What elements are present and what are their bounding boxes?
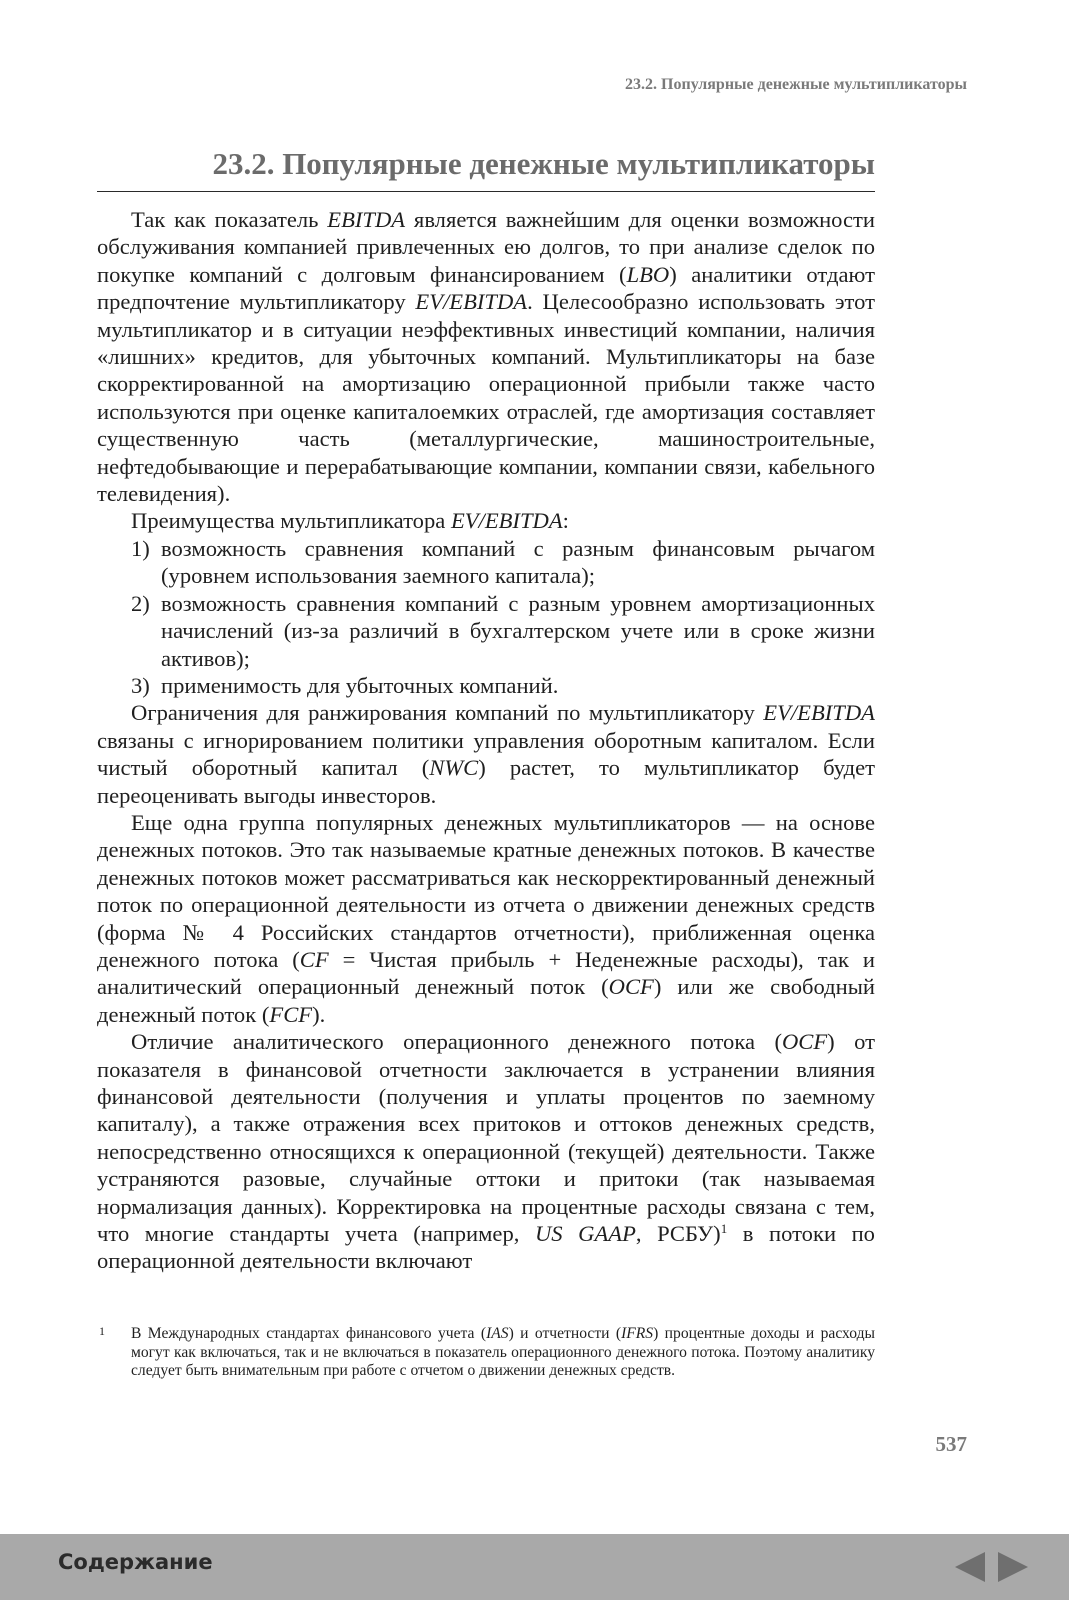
- term: NWC: [429, 755, 479, 781]
- paragraph-3: [97, 699, 875, 809]
- running-head: 23.2. Популярные денежные мультипликаторы: [625, 76, 967, 93]
- list-item: [97, 672, 875, 699]
- term: EV/EBITDA: [415, 289, 528, 315]
- text-run: = Чистая прибыль + Неденежные расходы), так и аналитический операционный денежный поток (: [97, 946, 876, 1000]
- title-rule: [97, 191, 875, 192]
- term: EV/EBITDA: [763, 700, 875, 726]
- text-run: является важнейшим для оценки возможности обслуживания компанией привлеченных ею долгов, то при анализе сделок по покупке компаний с долговым финансированием (: [97, 207, 876, 287]
- text-run: ) от показателя в финансовой отчетности заключается в устранении влияния финансовой деятельности (получения и уплаты процентов по заемному капиталу), а также отражения всех притоков и оттоков денежных средств, непосредственно относящихся к операционной (текущей) деятельности. Также устраняются разовые, случайные оттоки и притоки (так называемая нормализация данных). Корректировка на процентные расходы связана с тем, что многие стандарты учета (например,: [97, 1029, 876, 1247]
- term: CF: [299, 946, 329, 972]
- footnote: [97, 1325, 875, 1381]
- term: US GAAP: [534, 1221, 636, 1247]
- list-text: возможность сравнения компаний с разным уровнем амортизационных начислений (из-за различий в бухгалтерском учете или в сроке жизни активов);: [161, 590, 875, 671]
- bottom-navigation-bar: [0, 1534, 1069, 1600]
- list-item: [97, 590, 875, 672]
- text-run: В Международных стандартах финансового учета (: [131, 1325, 487, 1342]
- triangle-left-icon: [954, 1551, 986, 1583]
- text-run: ) процентные доходы и расходы могут как включаться, так и не включаться в показатель операционного денежного потока. Поэтому аналитику следует быть внимательным при работе с отчетом о движении денежных средств.: [131, 1325, 875, 1380]
- paragraph-2: [97, 507, 875, 534]
- previous-page-button[interactable]: [954, 1551, 986, 1583]
- term: OCF: [781, 1029, 828, 1055]
- list-number: 1): [131, 535, 150, 561]
- list-text: возможность сравнения компаний с разным финансовым рычагом (уровнем использования заемного капитала);: [161, 535, 875, 589]
- page-number: 537: [935, 1432, 967, 1456]
- text-run: Отличие аналитического операционного денежного потока (: [131, 1029, 782, 1055]
- text-run: ) аналитики отдают предпочтение мультипликатору: [97, 261, 875, 315]
- term: EBITDA: [327, 207, 406, 232]
- list-number: 3): [131, 672, 150, 698]
- term: OCF: [608, 974, 654, 1000]
- text-run: в потоки по операционной деятельности включают: [97, 1221, 875, 1274]
- text-run: :: [562, 508, 569, 534]
- text-run: Еще одна группа популярных денежных мультипликаторов — на основе денежных потоков. Это так называемые кратные денежных потоков. В качестве денежных потоков может рассматриваться как нескорректированный денежный поток по операционной деятельности из отчета о движении денежных средств (форма № 4 Российских стандартов отчетности), приближенная оценка денежного потока (: [97, 809, 875, 972]
- text-run: Так как показатель: [131, 207, 328, 232]
- list-text: применимость для убыточных компаний.: [161, 672, 559, 698]
- text-run: . Целесообразно использовать этот мультипликатор и в ситуации неэффективных инвестиций компании, наличия «лишних» кредитов, для убыточных компаний. Мультипликаторы на базе скорректированной на амортизацию операционной прибыли также часто используются при оценке капиталоемких отраслей, где амортизация составляет существенную часть (металлургические, машиностроительные, нефтедобывающие и перерабатывающие компании, компании связи, кабельного телевидения).: [97, 289, 875, 507]
- text-run: ) и отчетности (: [508, 1325, 622, 1342]
- text-run: ).: [312, 1001, 326, 1027]
- text-run: , РСБУ): [635, 1221, 721, 1247]
- text-run: ) растет, то мультипликатор будет переоценивать выгоды инвесторов.: [97, 755, 875, 808]
- section-title: 23.2. Популярные денежные мультипликаторы: [212, 146, 875, 181]
- text-run: Преимущества мультипликатора: [131, 508, 451, 534]
- footnotes: [97, 1325, 875, 1381]
- main-text: [97, 206, 875, 1275]
- term: IAS: [486, 1325, 509, 1342]
- triangle-right-icon: [997, 1551, 1029, 1583]
- footnote-mark: 1: [99, 1324, 105, 1338]
- paragraph-1: [97, 206, 875, 507]
- text-run: Ограничения для ранжирования компаний по мультипликатору: [131, 700, 764, 726]
- list-number: 2): [131, 590, 150, 616]
- paragraph-4: [97, 809, 875, 1028]
- footnote-reference: 1: [720, 1221, 728, 1237]
- next-page-button[interactable]: [997, 1551, 1029, 1583]
- text-run: связаны с игнорированием политики управления оборотным капиталом. Если чистый оборотный капитал (: [97, 727, 875, 781]
- list-item: [97, 535, 875, 590]
- paragraph-5: [97, 1028, 875, 1275]
- term: LBO: [626, 261, 670, 287]
- term: FCF: [269, 1001, 313, 1027]
- contents-button[interactable]: Содержание: [58, 1550, 213, 1574]
- text-run: ) или же свободный денежный поток (: [97, 974, 876, 1027]
- term: IFRS: [621, 1325, 654, 1342]
- term: EV/EBITDA: [450, 508, 563, 534]
